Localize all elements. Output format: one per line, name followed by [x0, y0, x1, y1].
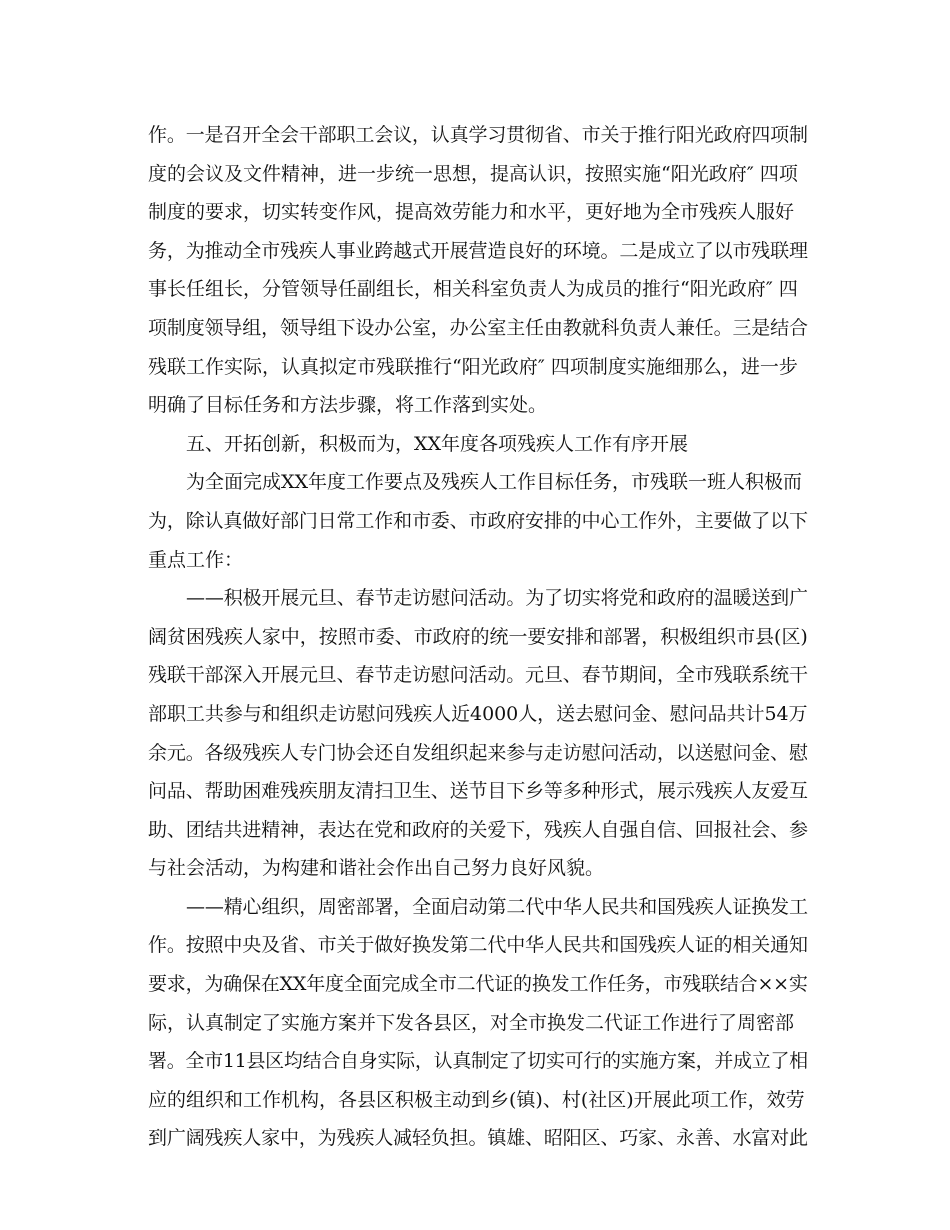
- text-line: 余元。各级残疾人专门协会还自发组织起来参与走访慰问活动，以送慰问金、慰: [148, 741, 808, 764]
- text-line: 务，为推动全市残疾人事业跨越式开展营造良好的环境。二是成立了以市残联理: [148, 239, 808, 262]
- text-line: 明确了目标任务和方法步骤，将工作落到实处。: [148, 394, 548, 417]
- text-line: 应的组织和工作机构，各县区积极主动到乡(镇)、村(社区)开展此项工作，效劳: [148, 1088, 805, 1111]
- text-line: 重点工作：: [148, 548, 244, 571]
- text-line: 际，认真制定了实施方案并下发各县区，对全市换发二代证工作进行了周密部: [148, 1011, 795, 1034]
- text-line: 助、团结共进精神，表达在党和政府的关爱下，残疾人自强自信、回报社会、参: [148, 818, 808, 841]
- text-line: 制度的要求，切实转变作风，提高效劳能力和水平，更好地为全市残疾人服好: [148, 201, 795, 224]
- text-line: ——精心组织，周密部署，全面启动第二代中华人民共和国残疾人证换发工: [186, 895, 808, 918]
- text-line: 部职工共参与和组织走访慰问残疾人近4000人，送去慰问金、慰问品共计54万: [148, 702, 808, 725]
- text-line: 与社会活动，为构建和谐社会作出自己努力良好风貌。: [148, 857, 605, 880]
- text-line: 为全面完成XX年度工作要点及残疾人工作目标任务，市残联一班人积极而: [186, 471, 803, 494]
- text-line: 问品、帮助困难残疾朋友清扫卫生、送节目下乡等多种形式，展示残疾人友爱互: [148, 780, 808, 803]
- text-line: 作。一是召开全会干部职工会议，认真学习贯彻省、市关于推行阳光政府四项制: [148, 124, 808, 146]
- text-line: 阔贫困残疾人家中，按照市委、市政府的统一要安排和部署，积极组织市县(区): [148, 625, 808, 648]
- text-line: 到广阔残疾人家中，为残疾人减轻负担。镇雄、昭阳区、巧家、永善、水富对此: [148, 1127, 808, 1150]
- text-line: 残联工作实际，认真拟定市残联推行“阳光政府″ 四项制度实施细那么，进一步: [148, 355, 798, 378]
- text-line: 事长任组长，分管领导任副组长，相关科室负责人为成员的推行“阳光政府″ 四: [148, 278, 798, 301]
- text-line: 度的会议及文件精神，进一步统一思想，提高认识，按照实施“阳光政府″ 四项: [148, 162, 798, 185]
- text-line: 为，除认真做好部门日常工作和市委、市政府安排的中心工作外，主要做了以下: [148, 509, 808, 532]
- text-line: ——积极开展元旦、春节走访慰问活动。为了切实将党和政府的温暖送到广: [186, 587, 808, 610]
- text-line: 项制度领导组，领导组下设办公室，办公室主任由教就科负责人兼任。三是结合: [148, 316, 808, 339]
- text-line: 残联干部深入开展元旦、春节走访慰问活动。元旦、春节期间，全市残联系统干: [148, 664, 808, 687]
- text-line: 作。按照中央及省、市关于做好换发第二代中华人民共和国残疾人证的相关通知: [148, 934, 808, 957]
- text-line: 要求，为确保在XX年度全面完成全市二代证的换发工作任务，市残联结合××实: [148, 973, 808, 996]
- text-line: 署。全市11县区均结合自身实际，认真制定了切实可行的实施方案，并成立了相: [148, 1050, 808, 1073]
- text-line: 五、开拓创新，积极而为，XX年度各项残疾人工作有序开展: [186, 432, 689, 455]
- body-text: [148, 116, 808, 1158]
